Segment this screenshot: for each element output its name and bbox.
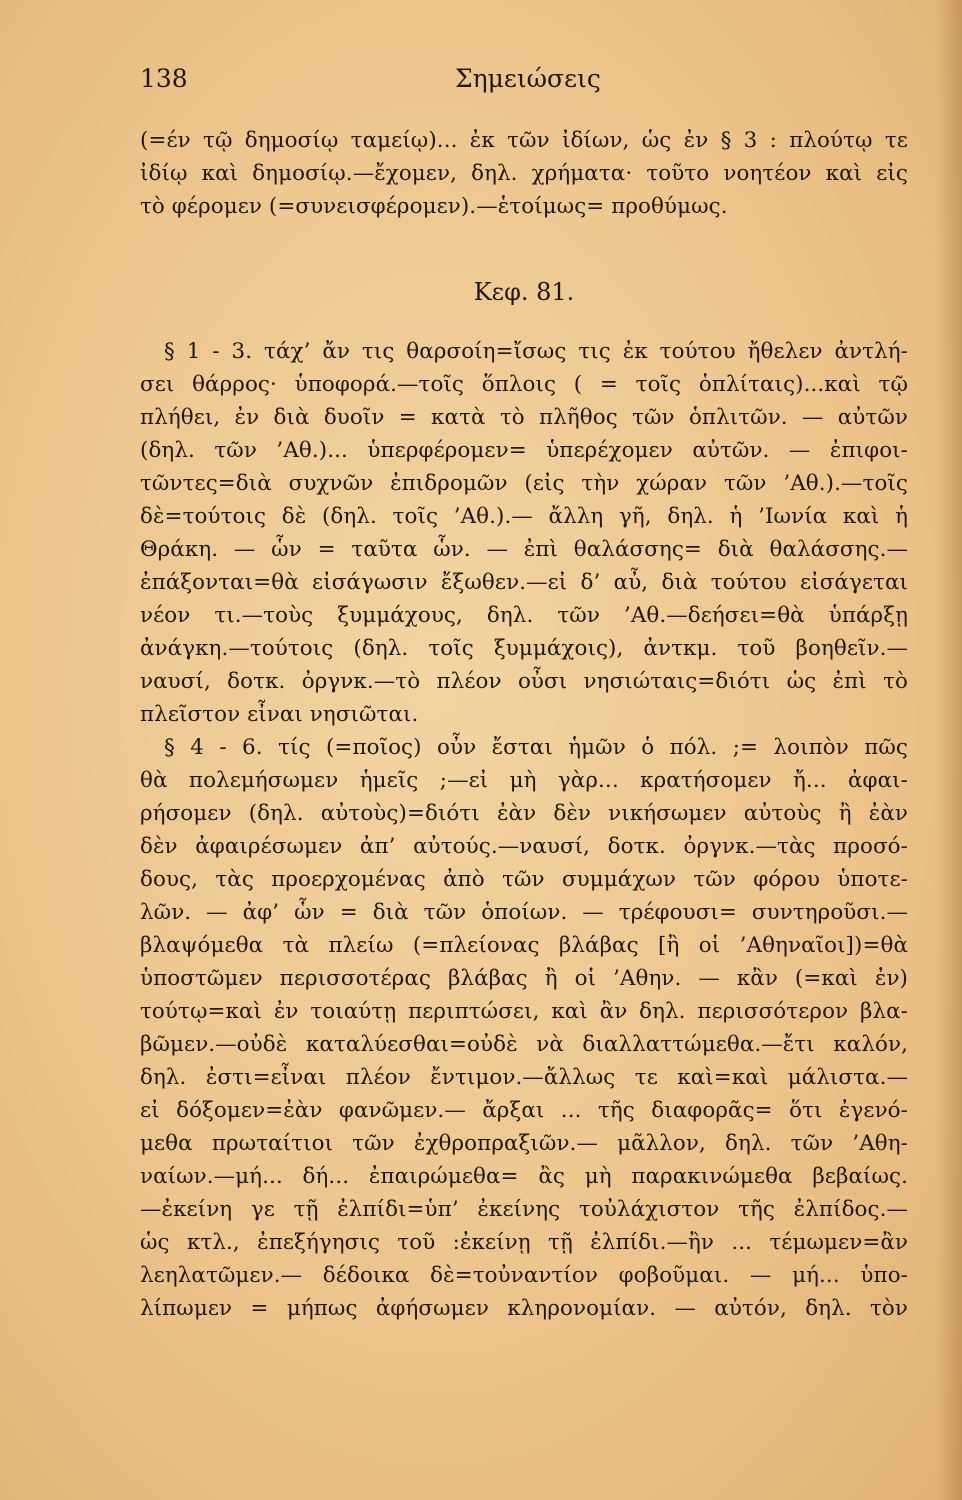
page-number: 138 xyxy=(140,64,188,93)
text-line: θὰ πολεμήσωμεν ἡμεῖς ;—εἰ μὴ γὰρ... κρατήσομεν ἤ... ἀφαι- xyxy=(140,768,908,793)
text-line: βλαψόμεθα τὰ πλείω (=πλείονας βλάβας [ἢ οἱ ’Αθηναῖοι])=θὰ xyxy=(140,933,908,958)
text-line: δους, τὰς προερχομένας ἀπὸ τῶν συμμάχων τῶν φόρου ὑποτε- xyxy=(140,867,908,892)
text-line: βῶμεν.—οὐδὲ καταλύεσθαι=οὐδὲ νὰ διαλλαττώμεθα.—ἔτι καλόν, xyxy=(140,1032,908,1057)
text-line: (=έν τῷ δημοσίῳ ταμείῳ)... ἐκ τῶν ἰδίων, ὡς ἐν § 3 : πλούτῳ τε xyxy=(140,128,908,153)
paragraph-sections-1-3 xyxy=(140,335,908,731)
text-line: τούτῳ=καὶ ἐν τοιαύτῃ περιπτώσει, καὶ ἂν δηλ. περισσότερον βλα- xyxy=(140,999,908,1024)
text-line: λεηλατῶμεν.— δέδοικα δὲ=τοὐναντίον φοβοῦμαι. — μή... ὑπο- xyxy=(140,1263,908,1288)
text-line: ὑποστῶμεν περισσοτέρας βλάβας ἢ οἱ ’Αθην. — κἂν (=καὶ ἐν) xyxy=(140,966,908,991)
text-line: μεθα πρωταίτιοι τῶν ἐχθροπραξιῶν.— μᾶλλον, δηλ. τῶν ’Αθη- xyxy=(140,1131,908,1156)
chapter-heading: Κεφ. 81. xyxy=(473,278,575,306)
text-line: § 4 - 6. τίς (=ποῖος) οὖν ἔσται ἡμῶν ὁ πόλ. ;= λοιπὸν πῶς xyxy=(164,735,908,760)
text-line: λίπωμεν = μήπως ἀφήσωμεν κληρονομίαν. — αὐτόν, δηλ. τὸν xyxy=(140,1296,908,1321)
text-line: ρήσομεν (δηλ. αὐτοὺς)=διότι ἐὰν δὲν νικήσωμεν αὐτοὺς ἢ ἐὰν xyxy=(140,801,908,826)
text-line: —ἐκείνη γε τῇ ἐλπίδι=ὑπ’ ἐκείνης τοὐλάχιστον τῆς ἐλπίδος.— xyxy=(140,1197,908,1222)
text-line: πλεῖστον εἶναι νησιῶται. xyxy=(140,702,419,727)
running-title: Σημειώσεις xyxy=(455,64,601,93)
text-line: ἰδίῳ καὶ δημοσίῳ.—ἔχομεν, δηλ. χρήματα· τοῦτο νοητέον καὶ εἰς xyxy=(140,161,908,186)
text-line: δηλ. ἐστι=εἶναι πλέον ἔντιμον.—ἄλλως τε καὶ=καὶ μάλιστα.— xyxy=(140,1065,908,1090)
text-line: σει θάρρος· ὑποφορά.—τοῖς ὅπλοις ( = τοῖς ὁπλίταις)...καὶ τῷ xyxy=(140,372,908,397)
text-line: τῶντες=διὰ συχνῶν ἐπιδρομῶν (εἰς τὴν χώραν τῶν ’Αθ.).—τοῖς xyxy=(140,471,908,496)
text-line: (δηλ. τῶν ’Αθ.)... ὑπερφέρομεν= ὑπερέχομεν αὐτῶν. — ἐπιφοι- xyxy=(140,438,908,463)
page-edge-shadow xyxy=(936,0,962,1500)
text-line: νέον τι.—τοὺς ξυμμάχους, δηλ. τῶν ’Αθ.—δεήσει=θὰ ὑπάρξῃ xyxy=(140,603,908,628)
running-head xyxy=(140,64,910,100)
paragraph-intro xyxy=(140,124,908,223)
text-line: ἀνάγκη.—τούτοις (δηλ. τοῖς ξυμμάχοις), ἀντκμ. τοῦ βοηθεῖν.— xyxy=(140,636,908,661)
text-line: λῶν. — ἀφ’ ὧν = διὰ τῶν ὁποίων. — τρέφουσι= συντηροῦσι.— xyxy=(140,900,908,925)
text-line: ναυσί, δοτκ. ὀργνκ.—τὸ πλέον οὖσι νησιώταις=διότι ὡς ἐπὶ τὸ xyxy=(140,669,908,694)
text-line: τὸ φέρομεν (=συνεισφέρομεν).—ἑτοίμως= προθύμως. xyxy=(140,194,728,219)
page-body xyxy=(140,124,908,1325)
text-line: ὡς κτλ., ἐπεξήγησις τοῦ :ἐκείνῃ τῇ ἐλπίδι.—ἢν ... τέμωμεν=ἂν xyxy=(140,1230,908,1255)
paragraph-sections-4-6 xyxy=(140,731,908,1325)
text-line: Θράκη. — ὧν = ταῦτα ὧν. — ἐπὶ θαλάσσης= διὰ θαλάσσης.— xyxy=(140,537,908,562)
text-line: δὲν ἀφαιρέσωμεν ἀπ’ αὐτούς.—ναυσί, δοτκ. ὀργνκ.—τὰς προσό- xyxy=(140,834,908,859)
text-line: ἐπάξονται=θὰ εἰσάγωσιν ἔξωθεν.—εἰ δ’ αὖ, διὰ τούτου εἰσάγεται xyxy=(140,570,908,595)
text-line: § 1 - 3. τάχ’ ἄν τις θαρσοίη=ἴσως τις ἐκ τούτου ἤθελεν ἀντλή- xyxy=(164,339,908,364)
text-line: δὲ=τούτοις δὲ (δηλ. τοῖς ’Αθ.).— ἄλλη γῆ, δηλ. ἡ ’Ιωνία καὶ ἡ xyxy=(140,504,908,529)
text-line: πλήθει, ἐν διὰ δυοῖν = κατὰ τὸ πλῆθος τῶν ὁπλιτῶν. — αὐτῶν xyxy=(140,405,908,430)
text-line: ναίων.—μή... δή... ἐπαιρώμεθα= ἂς μὴ παρακινώμεθα βεβαίως. xyxy=(140,1164,908,1189)
text-line: εἰ δόξομεν=ἐὰν φανῶμεν.— ἄρξαι ... τῆς διαφορᾶς= ὅτι ἐγενό- xyxy=(140,1098,908,1123)
